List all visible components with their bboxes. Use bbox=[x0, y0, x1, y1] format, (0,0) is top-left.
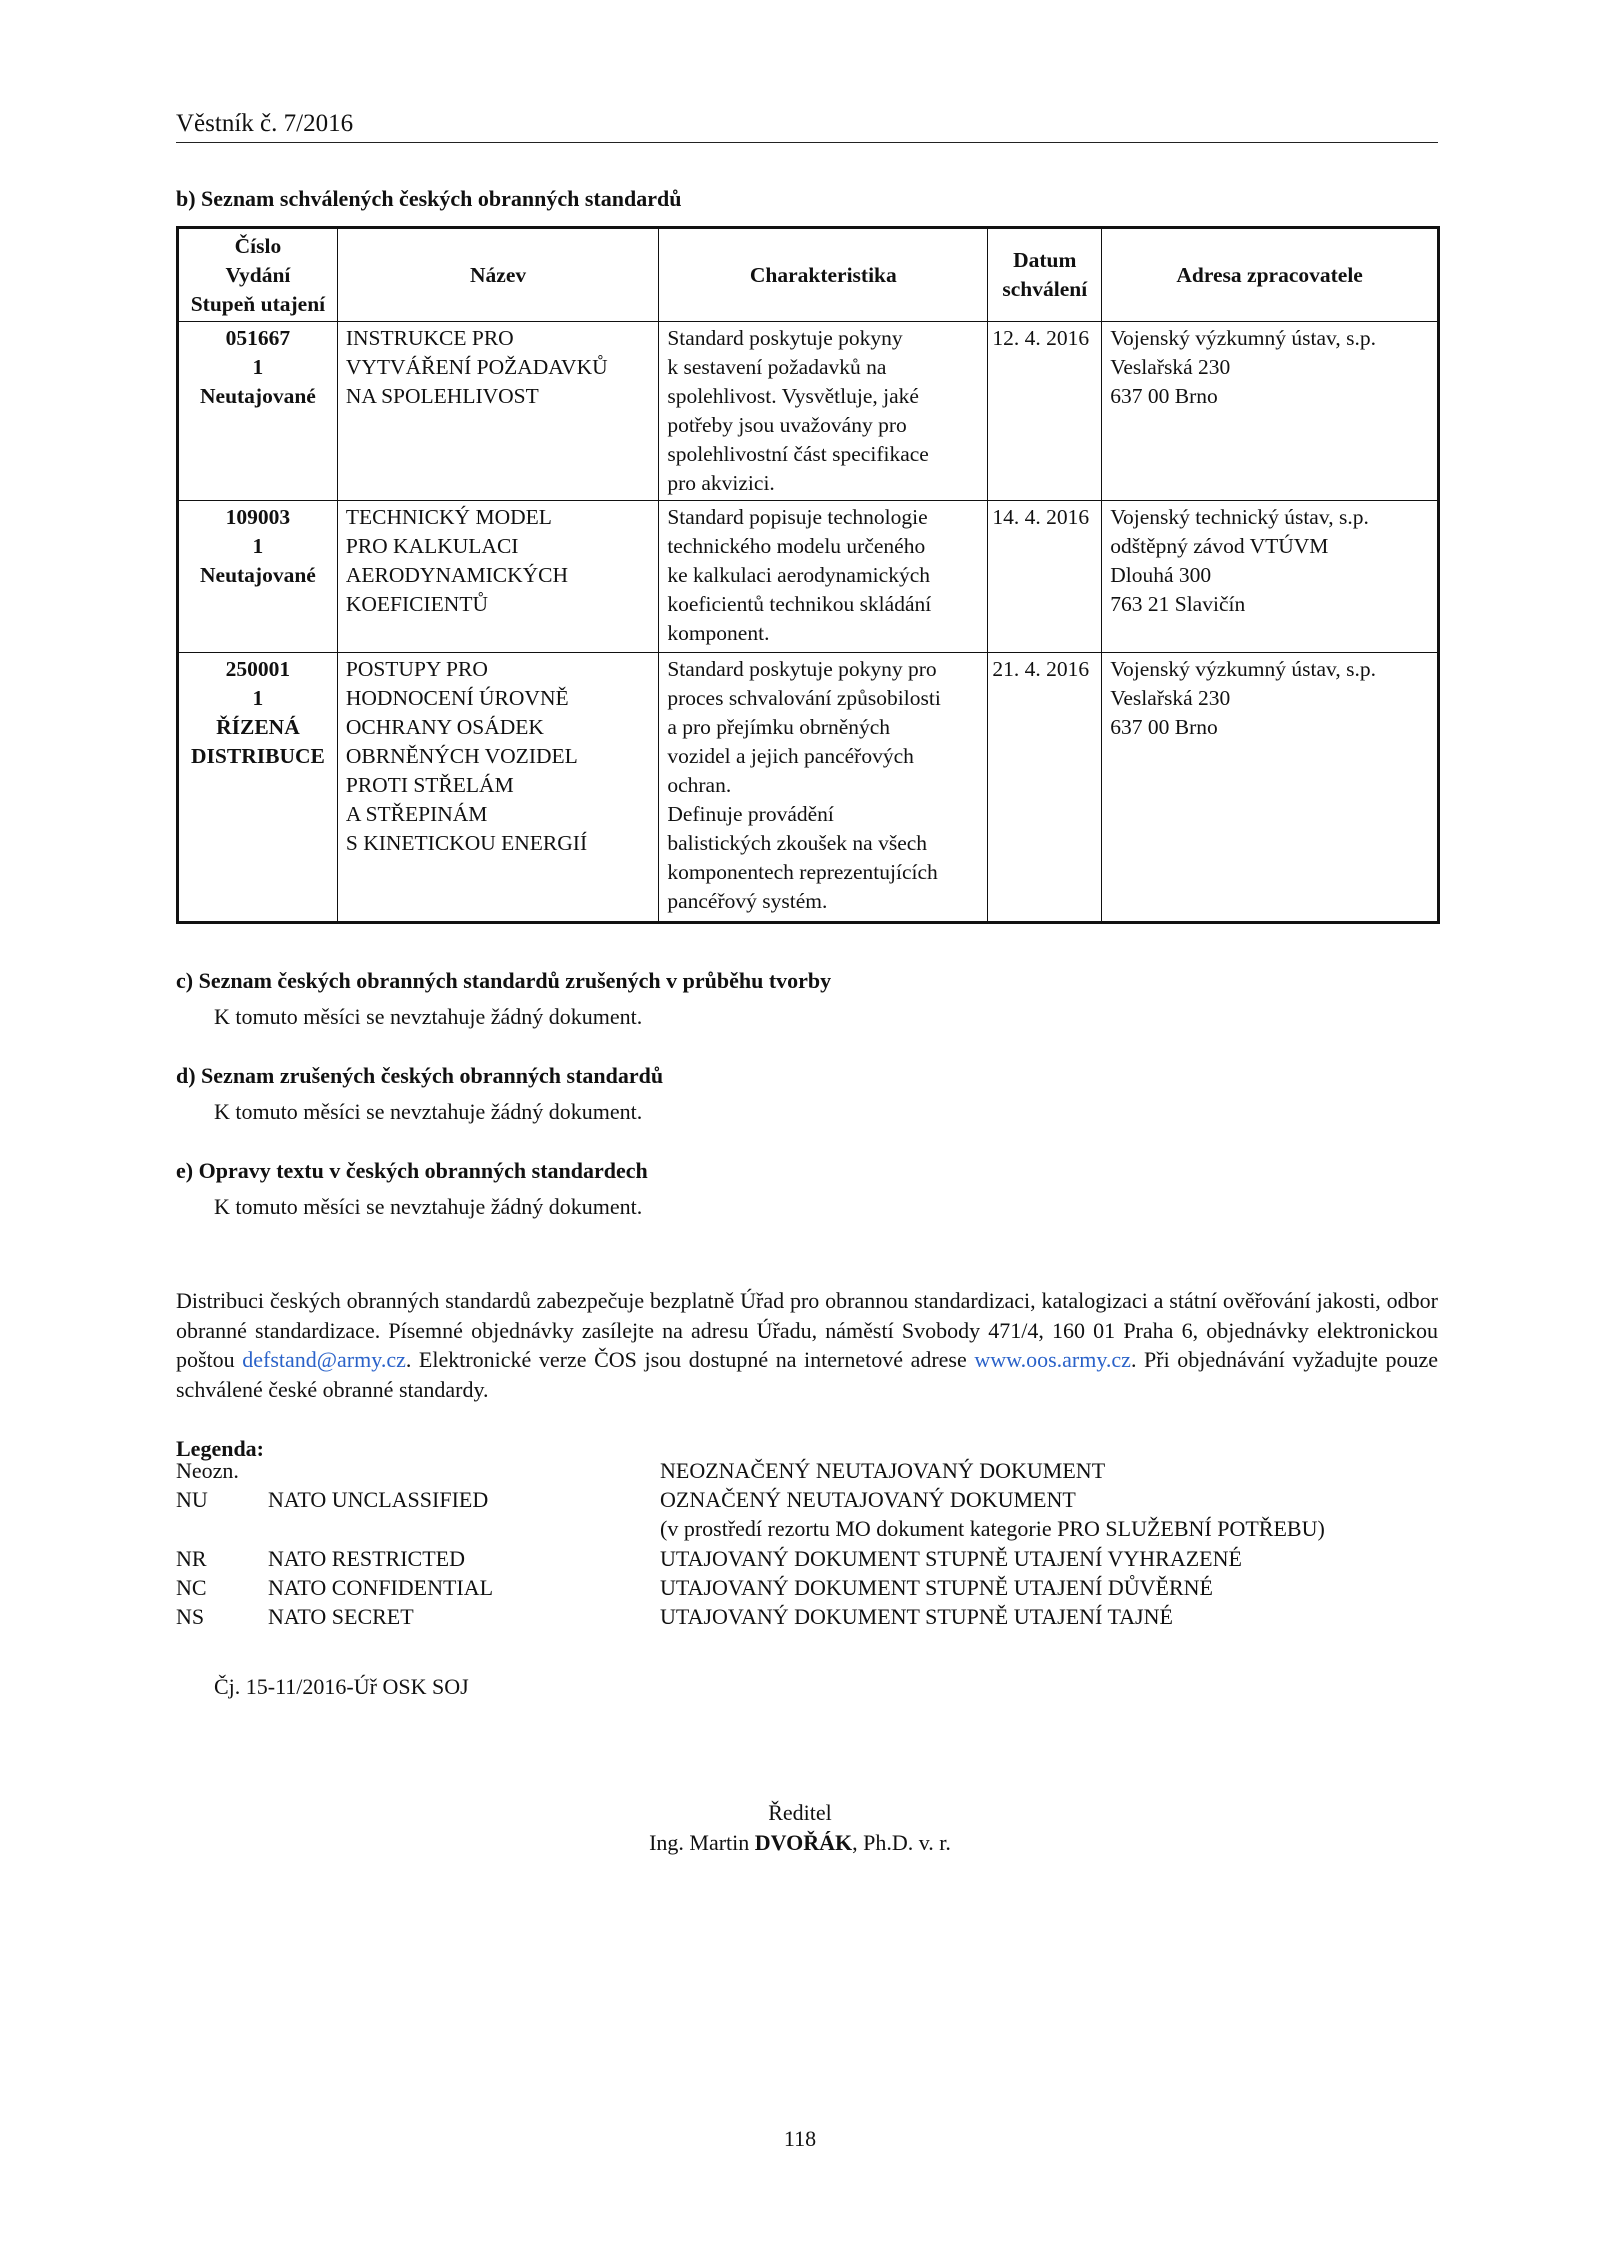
col-header-line: schválení bbox=[1002, 277, 1088, 301]
standard-characteristic-cell-line: komponent. bbox=[667, 621, 770, 645]
processor-address-cell-line: Veslařská 230 bbox=[1110, 355, 1231, 379]
standard-characteristic-cell-line: k sestavení požadavků na bbox=[667, 355, 887, 379]
standard-number-cell-line: Neutajované bbox=[200, 563, 316, 587]
legend-nato: NATO RESTRICTED bbox=[268, 1546, 465, 1571]
standard-name-cell-line: INSTRUKCE PRO bbox=[345, 326, 514, 350]
approval-date-cell bbox=[988, 322, 1102, 501]
standard-number-cell bbox=[178, 653, 338, 923]
standard-name-cell-line: S KINETICKOU ENERGIÍ bbox=[345, 831, 588, 855]
standard-number-cell-line: Neutajované bbox=[200, 384, 316, 408]
standard-characteristic-cell-line: komponentech reprezentujících bbox=[667, 860, 938, 884]
legend-abbr: NU bbox=[176, 1487, 208, 1512]
section-d-note: K tomuto měsíci se nevztahuje žádný dokument. bbox=[214, 1099, 643, 1124]
section-e-title: e) Opravy textu v českých obranných standardech bbox=[176, 1158, 648, 1183]
standard-name-cell-line: KOEFICIENTŮ bbox=[345, 592, 488, 616]
standard-number-cell-line: ŘÍZENÁ bbox=[216, 715, 300, 739]
section-d-title: d) Seznam zrušených českých obranných standardů bbox=[176, 1063, 664, 1088]
standard-name-cell-line: HODNOCENÍ ÚROVNĚ bbox=[345, 686, 569, 710]
signature-role: Ředitel bbox=[768, 1800, 832, 1825]
legend-title: Legenda: bbox=[176, 1436, 264, 1461]
col-header-name: Název bbox=[337, 228, 658, 322]
standard-characteristic-cell-line: pancéřový systém. bbox=[667, 889, 828, 913]
standard-characteristic-cell-line: ke kalkulaci aerodynamických bbox=[667, 563, 930, 587]
processor-address-cell-line: odštěpný závod VTÚVM bbox=[1110, 534, 1329, 558]
standard-name-cell bbox=[337, 501, 658, 653]
standards-table bbox=[176, 226, 1440, 924]
standard-number-cell-line: 109003 bbox=[225, 505, 291, 529]
standard-number-cell-line: 250001 bbox=[225, 657, 291, 681]
processor-address-cell-line: Vojenský technický ústav, s.p. bbox=[1110, 505, 1369, 529]
distribution-paragraph bbox=[176, 1286, 1438, 1404]
standard-characteristic-cell bbox=[659, 322, 988, 501]
processor-address-cell-line: Vojenský výzkumný ústav, s.p. bbox=[1110, 657, 1377, 681]
processor-address-cell bbox=[1102, 501, 1439, 653]
standard-characteristic-cell-line: Standard poskytuje pokyny bbox=[667, 326, 903, 350]
legend-meaning: UTAJOVANÝ DOKUMENT STUPNĚ UTAJENÍ TAJNÉ bbox=[660, 1604, 1173, 1629]
legend-meaning: (v prostředí rezortu MO dokument kategorie PRO SLUŽEBNÍ POTŘEBU) bbox=[660, 1516, 1325, 1541]
standard-characteristic-cell-line: a pro přejímku obrněných bbox=[667, 715, 891, 739]
table-row bbox=[178, 501, 1439, 653]
legend-nato: NATO SECRET bbox=[268, 1604, 414, 1629]
standard-characteristic-cell-line: technického modelu určeného bbox=[667, 534, 926, 558]
processor-address-cell-line: 763 21 Slavičín bbox=[1110, 592, 1246, 616]
standard-name-cell bbox=[337, 653, 658, 923]
reference-number: Čj. 15-11/2016-Úř OSK SOJ bbox=[214, 1674, 469, 1699]
website-link[interactable]: www.oos.army.cz bbox=[974, 1347, 1131, 1372]
standard-number-cell-line: 1 bbox=[252, 534, 264, 558]
legend-abbr: NC bbox=[176, 1575, 207, 1600]
standard-characteristic-cell bbox=[659, 653, 988, 923]
page-header bbox=[176, 110, 1438, 143]
approval-date-cell bbox=[988, 653, 1102, 923]
approval-date-cell-line: 12. 4. 2016 bbox=[992, 326, 1090, 350]
processor-address-cell-line: 637 00 Brno bbox=[1110, 715, 1218, 739]
legend-abbr: NR bbox=[176, 1546, 207, 1571]
distribution-text-2: . Elektronické verze ČOS jsou dostupné na internetové adrese bbox=[405, 1347, 975, 1372]
table-row bbox=[178, 653, 1439, 923]
standard-name-cell-line: OBRNĚNÝCH VOZIDEL bbox=[345, 744, 578, 768]
standard-characteristic-cell-line: proces schvalování způsobilosti bbox=[667, 686, 941, 710]
legend-abbr: NS bbox=[176, 1604, 205, 1629]
standard-characteristic-cell-line: balistických zkoušek na všech bbox=[667, 831, 928, 855]
processor-address-cell bbox=[1102, 322, 1439, 501]
standard-characteristic-cell-line: Definuje provádění bbox=[667, 802, 834, 826]
standard-characteristic-cell-line: koeficientů technikou skládání bbox=[667, 592, 932, 616]
processor-address-cell-line: 637 00 Brno bbox=[1110, 384, 1218, 408]
distribution-text-3: . Při objednávání vyžadujte pouze schválené české obranné standardy. bbox=[176, 1347, 1438, 1402]
standard-name-cell bbox=[337, 322, 658, 501]
email-link[interactable]: defstand@army.cz bbox=[242, 1347, 406, 1372]
distribution-text-1: Distribuci českých obranných standardů zabezpečuje bezplatně Úřad pro obrannou standardizaci, katalogizaci a státní ověřování jakosti, odbor obranné standardizace. Písemné objednávky zasílejte na adresu Úřadu, náměstí Svobody 471/4, 160 01 Praha 6, objednávky elektronickou poštou bbox=[176, 1288, 1438, 1372]
standard-characteristic-cell-line: ochran. bbox=[667, 773, 732, 797]
col-header-date bbox=[988, 228, 1102, 322]
standard-number-cell-line: 1 bbox=[252, 355, 264, 379]
standard-name-cell-line: NA SPOLEHLIVOST bbox=[345, 384, 539, 408]
page-number: 118 bbox=[783, 2126, 817, 2151]
standard-number-cell-line: DISTRIBUCE bbox=[191, 744, 325, 768]
standard-name-cell-line: POSTUPY PRO bbox=[345, 657, 488, 681]
col-header-number bbox=[178, 228, 338, 322]
standard-number-cell-line: 1 bbox=[252, 686, 264, 710]
col-header-line: Datum bbox=[1013, 248, 1077, 272]
approval-date-cell bbox=[988, 501, 1102, 653]
processor-address-cell bbox=[1102, 653, 1439, 923]
standard-name-cell-line: TECHNICKÝ MODEL bbox=[345, 505, 552, 529]
legend-meaning: OZNAČENÝ NEUTAJOVANÝ DOKUMENT bbox=[660, 1487, 1076, 1512]
legend-abbr: Neozn. bbox=[176, 1458, 239, 1483]
table-row bbox=[178, 322, 1439, 501]
processor-address-cell-line: Veslařská 230 bbox=[1110, 686, 1231, 710]
legend-nato: NATO CONFIDENTIAL bbox=[268, 1575, 494, 1600]
standard-characteristic-cell-line: Standard poskytuje pokyny pro bbox=[667, 657, 937, 681]
signature-surname: DVOŘÁK bbox=[754, 1830, 853, 1855]
approval-date-cell-line: 21. 4. 2016 bbox=[992, 657, 1090, 681]
legend-meaning: UTAJOVANÝ DOKUMENT STUPNĚ UTAJENÍ DŮVĚRNÉ bbox=[660, 1575, 1213, 1600]
signature-name-suffix: , Ph.D. v. r. bbox=[852, 1830, 951, 1855]
standard-characteristic-cell-line: Standard popisuje technologie bbox=[667, 505, 928, 529]
standard-characteristic-cell-line: vozidel a jejich pancéřových bbox=[667, 744, 914, 768]
section-c-note: K tomuto měsíci se nevztahuje žádný dokument. bbox=[214, 1004, 643, 1029]
section-e-note: K tomuto měsíci se nevztahuje žádný dokument. bbox=[214, 1194, 643, 1219]
standard-characteristic-cell bbox=[659, 501, 988, 653]
standard-number-cell bbox=[178, 322, 338, 501]
table-header-row bbox=[178, 228, 1439, 322]
col-header-address: Adresa zpracovatele bbox=[1102, 228, 1439, 322]
standard-characteristic-cell-line: spolehlivost. Vysvětluje, jaké bbox=[667, 384, 919, 408]
col-header-line: Vydání bbox=[225, 262, 291, 287]
standard-name-cell-line: PROTI STŘELÁM bbox=[345, 773, 514, 797]
col-header-characteristic: Charakteristika bbox=[659, 228, 988, 322]
standard-name-cell-line: A STŘEPINÁM bbox=[345, 802, 488, 826]
standard-characteristic-cell-line: pro akvizici. bbox=[667, 471, 775, 495]
col-header-line: Stupeň utajení bbox=[190, 291, 326, 316]
section-b-title: b) Seznam schválených českých obranných standardů bbox=[176, 186, 682, 211]
section-c-title: c) Seznam českých obranných standardů zrušených v průběhu tvorby bbox=[176, 968, 832, 993]
standard-name-cell-line: PRO KALKULACI bbox=[345, 534, 519, 558]
legend-meaning: NEOZNAČENÝ NEUTAJOVANÝ DOKUMENT bbox=[660, 1458, 1106, 1483]
signature-name bbox=[0, 1830, 1600, 1856]
standard-characteristic-cell-line: potřeby jsou uvažovány pro bbox=[667, 413, 907, 437]
standard-name-cell-line: AERODYNAMICKÝCH bbox=[345, 563, 569, 587]
standard-number-cell-line: 051667 bbox=[225, 326, 291, 350]
bulletin-title: Věstník č. 7/2016 bbox=[176, 110, 354, 137]
legend-nato: NATO UNCLASSIFIED bbox=[268, 1487, 489, 1512]
standard-name-cell-line: VYTVÁŘENÍ POŽADAVKŮ bbox=[345, 355, 608, 379]
processor-address-cell-line: Dlouhá 300 bbox=[1110, 563, 1212, 587]
col-header-line: Číslo bbox=[234, 233, 282, 258]
processor-address-cell-line: Vojenský výzkumný ústav, s.p. bbox=[1110, 326, 1377, 350]
legend-meaning: UTAJOVANÝ DOKUMENT STUPNĚ UTAJENÍ VYHRAZENÉ bbox=[660, 1546, 1242, 1571]
standard-characteristic-cell-line: spolehlivostní část specifikace bbox=[667, 442, 929, 466]
approval-date-cell-line: 14. 4. 2016 bbox=[992, 505, 1090, 529]
standard-name-cell-line: OCHRANY OSÁDEK bbox=[345, 715, 544, 739]
signature-name-prefix: Ing. Martin bbox=[649, 1830, 755, 1855]
standard-number-cell bbox=[178, 501, 338, 653]
